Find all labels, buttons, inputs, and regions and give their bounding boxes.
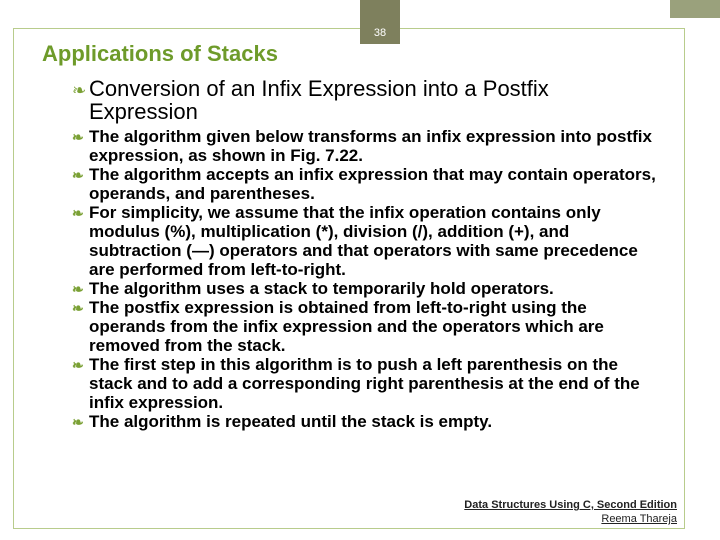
bullet-text: The algorithm uses a stack to temporarily hold operators.: [89, 279, 554, 298]
bullet-text: The algorithm is repeated until the stack is empty.: [89, 412, 493, 431]
leaf-icon: ❧: [72, 357, 84, 373]
leaf-icon: ❧: [72, 81, 87, 100]
main-bullet-text: Conversion of an Infix Expression into a Postfix Expression: [89, 76, 549, 124]
leaf-icon: ❧: [72, 414, 84, 430]
bullet-text: The postfix expression is obtained from left-to-right using the operands from the infix expression and the operators which are removed from the stack.: [89, 298, 604, 355]
slide-number: 38: [360, 0, 400, 44]
leaf-icon: ❧: [72, 205, 84, 221]
bullet-list: [72, 77, 662, 431]
leaf-icon: ❧: [72, 281, 84, 297]
leaf-icon: ❧: [72, 300, 84, 316]
corner-decoration: [670, 0, 720, 18]
main-bullet: [72, 77, 662, 123]
bullet-item: [72, 127, 662, 165]
bullet-item: [72, 298, 662, 355]
bullet-item: [72, 279, 662, 298]
bullet-text: The first step in this algorithm is to push a left parenthesis on the stack and to add a corresponding right parenthesis at the end of the infix expression.: [89, 355, 640, 412]
citation-title: Data Structures Using C, Second Edition: [464, 499, 677, 511]
bullet-text: The algorithm accepts an infix expression that may contain operators, operands, and parentheses.: [89, 165, 656, 203]
bullet-text: The algorithm given below transforms an infix expression into postfix expression, as shown in Fig. 7.22.: [89, 127, 652, 165]
citation: [464, 498, 677, 526]
citation-author: Reema Thareja: [601, 513, 677, 525]
bullet-item: [72, 203, 662, 279]
bullet-item: [72, 412, 662, 431]
leaf-icon: ❧: [72, 167, 84, 183]
bullet-text: For simplicity, we assume that the infix operation contains only modulus (%), multiplication (*), division (/), addition (+), and subtraction (—) operators and that operators with same precedence are performed from left-to-right.: [89, 203, 638, 279]
bullet-item: [72, 165, 662, 203]
slide-title: Applications of Stacks: [42, 41, 278, 66]
bullet-item: [72, 355, 662, 412]
leaf-icon: ❧: [72, 129, 84, 145]
